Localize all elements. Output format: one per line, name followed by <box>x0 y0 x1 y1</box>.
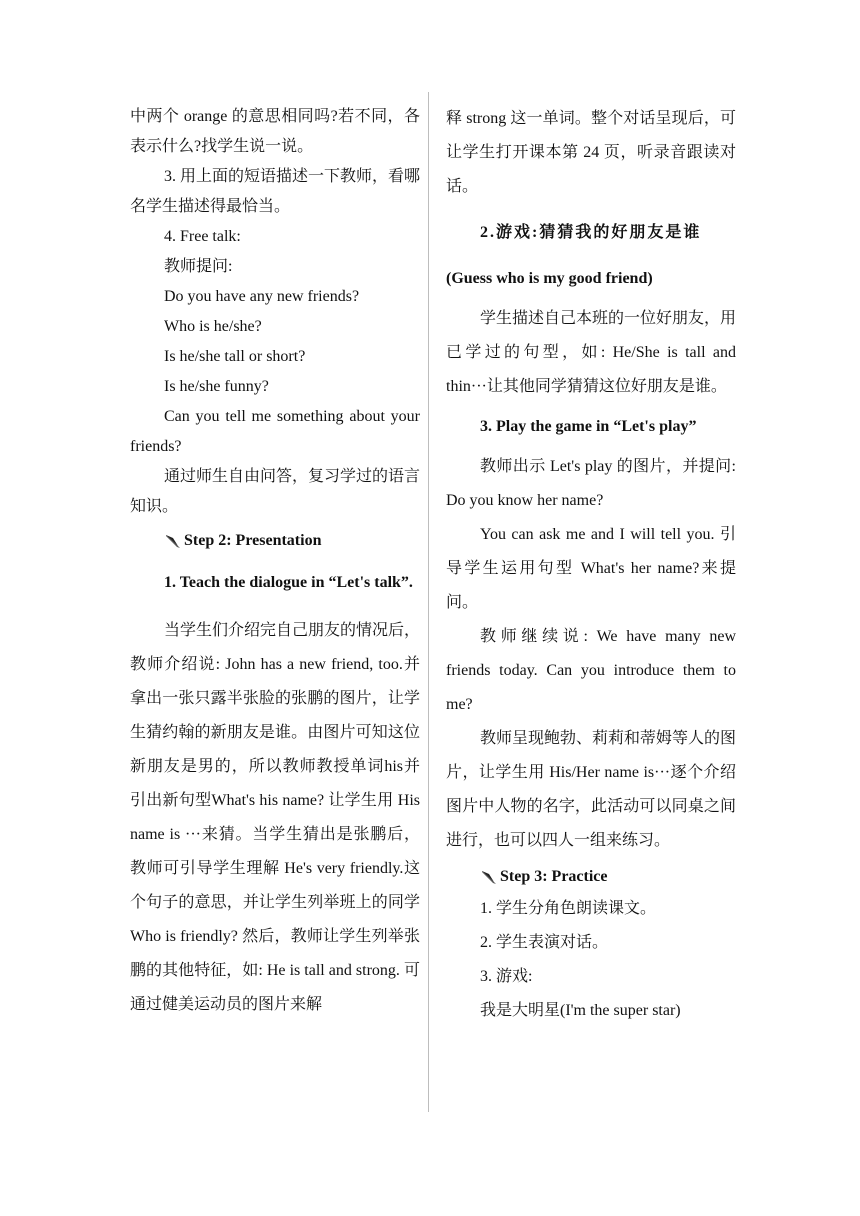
step-heading <box>164 526 420 556</box>
quill-icon <box>480 868 498 886</box>
section-heading: 2.游戏:猜猜我的好朋友是谁 <box>480 224 702 241</box>
paragraph: 中两个 orange 的意思相同吗?若不同，各表示什么?找学生说一说。 <box>130 108 420 155</box>
paragraph: Can you tell me something about your friends? <box>130 408 420 455</box>
step-heading <box>480 862 736 892</box>
paragraph: 我是大明星(I'm the super star) <box>480 1002 681 1019</box>
paragraph: 教师提问: <box>164 258 233 275</box>
quill-icon <box>164 532 182 550</box>
paragraph: 3. 游戏: <box>480 968 533 985</box>
column-divider <box>428 92 429 1112</box>
paragraph: Is he/she tall or short? <box>164 348 306 365</box>
paragraph: 教师出示 Let's play 的图片，并提问: Do you know her name? <box>446 458 736 509</box>
section-heading: 1. Teach the dialogue in “Let's talk”. <box>164 574 413 591</box>
paragraph: 4. Free talk: <box>164 228 241 245</box>
paragraph: 教师继续说: We have many new friends today. Can you introduce them to me? <box>446 628 736 713</box>
step-title: Step 3: Practice <box>500 868 608 885</box>
section-heading: 3. Play the game in “Let's play” <box>480 418 697 435</box>
paragraph: Who is he/she? <box>164 318 262 335</box>
step-title: Step 2: Presentation <box>184 532 322 549</box>
paragraph: Do you have any new friends? <box>164 288 360 305</box>
paragraph: 1. 学生分角色朗读课文。 <box>480 900 657 917</box>
paragraph: You can ask me and I will tell you. 引导学生运用句型 What's her name?来提问。 <box>446 526 736 611</box>
section-heading: (Guess who is my good friend) <box>446 270 653 287</box>
paragraph: 释 strong 这一单词。整个对话呈现后，可让学生打开课本第 24 页，听录音跟读对话。 <box>446 110 736 195</box>
left-column <box>130 92 420 1022</box>
paragraph: 2. 学生表演对话。 <box>480 934 609 951</box>
paragraph: 通过师生自由问答，复习学过的语言知识。 <box>130 468 421 515</box>
paragraph: 3. 用上面的短语描述一下教师，看哪名学生描述得最恰当。 <box>130 168 421 215</box>
paragraph: 学生描述自己本班的一位好朋友，用已学过的句型，如: He/She is tall and thin···让其他同学猜猜这位好朋友是谁。 <box>446 310 737 395</box>
paragraph: 教师呈现鲍勃、莉莉和蒂姆等人的图片，让学生用 His/Her name is···逐个介绍图片中人物的名字，此活动可以同桌之间进行，也可以四人一组来练习。 <box>446 730 737 849</box>
right-column <box>446 92 736 1028</box>
paragraph: 当学生们介绍完自己朋友的情况后，教师介绍说: John has a new friend, too.并拿出一张只露半张脸的张鹏的图片，让学生猜约翰的新朋友是谁。由图片可知这位新朋友是男的，所以教师教授单词his并引出新句型What's his name? 让学生用 His name is ···来猜。当学生猜出是张鹏后，教师可引导学生理解 He's very friendly.这个句子的意思，并让学生列举班上的同学Who is friendly? 然后，教师让学生列举张鹏的其他特征，如: He is tall and strong. 可通过健美运动员的图片来解 <box>130 622 421 1013</box>
paragraph: Is he/she funny? <box>164 378 269 395</box>
